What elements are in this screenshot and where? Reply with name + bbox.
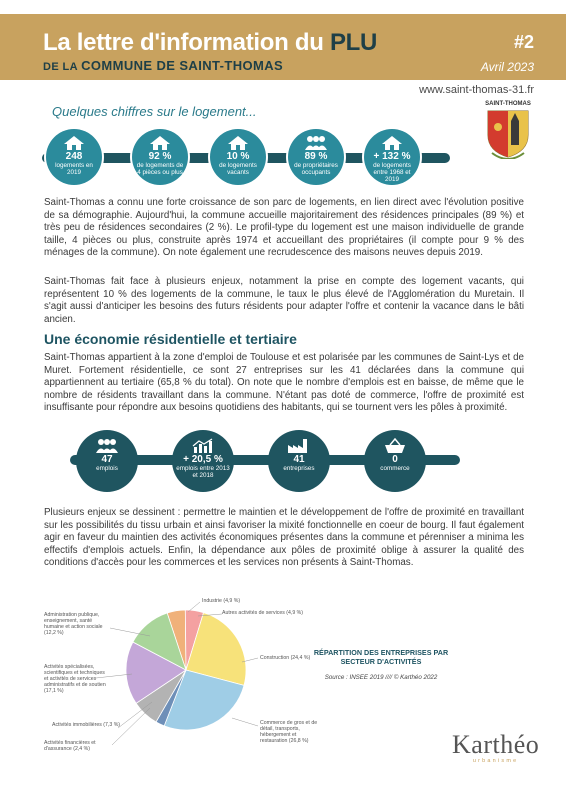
stat-4-pieces xyxy=(132,129,188,185)
stat-label: emplois entre 2013 et 2018 xyxy=(176,465,230,479)
leader-line-commerce xyxy=(232,718,258,726)
stat-value: + 20,5 % xyxy=(183,454,223,465)
stat-label: de propriétaires occupants xyxy=(294,162,338,176)
pie-label-specialisees: Activités spécialisées, scientifiques et techniques et activités de services administratifs et de soutien (17,1 %) xyxy=(44,664,106,694)
stat-value: 47 xyxy=(101,454,113,465)
stat-value: 248 xyxy=(65,151,83,162)
stat-value: 10 % xyxy=(226,151,250,162)
economy-paragraph-1: Saint-Thomas appartient à la zone d'emploi de Toulouse et est polarisée par les communes de Saint-Lys et de Muret. Fortement résidentielle, ce sont 27 entreprises sur les 41 déclarées dans la commune qui appartiennent au tertiaire (65,8 % du total). On note que le nombre d'emplois est en baisse, de même que le nombre de résidents travaillant dans la commune. N'étant pas doté de commerce, l'offre de proximité est insuffisante pour répondre aux besoins quotidiens des habitants, qui se tournent vers les pôles à proximité. xyxy=(44,352,524,414)
pie-label-construction: Construction (24,4 %) xyxy=(260,655,311,661)
pie-label-immobilier: Activités immobilières (7,3 %) xyxy=(52,722,121,728)
stat-proprietaires xyxy=(288,129,344,185)
house-icon xyxy=(380,135,404,151)
stat-croissance xyxy=(364,129,420,185)
website-link[interactable]: www.saint-thomas-31.fr xyxy=(419,84,534,96)
stat-label: logements en 2019 xyxy=(55,162,93,176)
housing-heading: Quelques chiffres sur le logement... xyxy=(52,104,257,119)
header-banner xyxy=(0,14,566,80)
chart-title: RÉPARTITION DES ENTREPRISES PAR SECTEUR D'ACTIVITÉS xyxy=(313,648,449,666)
logo-subtitle: urbanisme xyxy=(472,758,519,764)
stat-emplois-evolution xyxy=(172,430,234,492)
crest-label: SAINT-THOMAS xyxy=(485,101,531,107)
issue-date: Avril 2023 xyxy=(480,60,534,74)
house-icon xyxy=(62,135,86,151)
pie-label-administration: Administration publique, enseignement, santé humaine et action sociale (12,2 %) xyxy=(44,612,103,636)
house-icon xyxy=(226,135,250,151)
stat-label: entreprises xyxy=(283,465,315,472)
house-icon xyxy=(148,135,172,151)
factory-icon xyxy=(286,438,312,454)
pie-label-commerce: Commerce de gros et de détail, transports, hébergement et restauration (26,8 %) xyxy=(260,720,318,744)
coat-of-arms-icon xyxy=(478,107,538,159)
stat-value: + 132 % xyxy=(373,151,411,162)
stat-commerce xyxy=(364,430,426,492)
people-icon xyxy=(304,135,328,151)
basket-icon xyxy=(382,438,408,454)
stat-label: de logements entre 1968 et 2019 xyxy=(373,162,411,183)
stat-value: 92 % xyxy=(148,151,172,162)
logo-name: Karthéo xyxy=(452,730,540,759)
chart-source: Source : INSEE 2019 //// © Karthéo 2022 xyxy=(324,674,438,681)
title-text: La lettre d'information du xyxy=(43,29,330,56)
kartheo-logo xyxy=(452,730,539,764)
stat-logements-2019 xyxy=(46,129,102,185)
stat-label: de logements de 4 pièces ou plus xyxy=(136,162,184,176)
stat-label: commerce xyxy=(380,465,410,472)
stat-vacants xyxy=(210,129,266,185)
stat-entreprises xyxy=(268,430,330,492)
pie-label-industrie: Industrie (4,9 %) xyxy=(202,598,241,604)
stat-label: de logements vacants xyxy=(219,162,257,176)
newsletter-title xyxy=(43,30,377,56)
subtitle-commune: COMMUNE DE SAINT-THOMAS xyxy=(81,58,284,73)
stat-value: 0 xyxy=(392,454,398,465)
stat-emplois xyxy=(76,430,138,492)
issue-number: #2 xyxy=(513,32,534,52)
chart-icon xyxy=(190,438,216,454)
commune-crest xyxy=(478,101,538,164)
pie-label-finance: Activités financières et d'assurance (2,4 %) xyxy=(44,740,96,752)
housing-paragraph-2: Saint-Thomas fait face à plusieurs enjeux, notamment la prise en compte des logement vacants, qui représentent 10 % des logements de la commune, le taux le plus élevé de l'Agglomération du Muretain. Il s'agit aussi d'anticiper les besoins des futurs résidents pour adapter l'offre et contenir la vacance dans le bâti ancien. xyxy=(44,276,524,325)
housing-paragraph-1: Saint-Thomas a connu une forte croissance de son parc de logements, en lien direct avec l'évolution positive de sa démographie. Aujourd'hui, la commune accueille majoritairement des résidences principales (89 %) et très peu de résidences secondaires (2 %). Le profil-type du logement est une maison individuelle de grande taille, 4 pièces ou plus, construite après 1974 et accueillant des propriétaires (il compte pour 9 % des ménages de la commune). On note également une recrudescence des maisons neuves depuis 2019. xyxy=(44,197,524,259)
stat-value: 41 xyxy=(293,454,305,465)
stat-value: 89 % xyxy=(304,151,328,162)
newsletter-subtitle xyxy=(43,58,283,73)
stat-label: emplois xyxy=(96,465,118,472)
economy-paragraph-2: Plusieurs enjeux se dessinent : permettre le maintien et le développement de l'offre de proximité en travaillant sur les possibilités du tissu urbain et ainsi favoriser la mixité fonctionnelle en coeur de bourg. Il faut également agir en faveur du maintien des activités économiques présentes dans la commune et pérenniser a minima les effectifs d'emplois actuels. Enfin, la dépendance aux pôles de proximité oblige à assurer la qualité des conditions d'accès pour les commerces et les services non présents à Saint-Thomas. xyxy=(44,507,524,569)
economy-heading: Une économie résidentielle et tertiaire xyxy=(44,331,297,347)
subtitle-prefix: DE LA xyxy=(43,61,82,73)
title-acronym: PLU xyxy=(329,29,378,56)
people-icon xyxy=(94,438,120,454)
pie-label-autres-services: Autres activités de services (4,9 %) xyxy=(222,610,304,616)
